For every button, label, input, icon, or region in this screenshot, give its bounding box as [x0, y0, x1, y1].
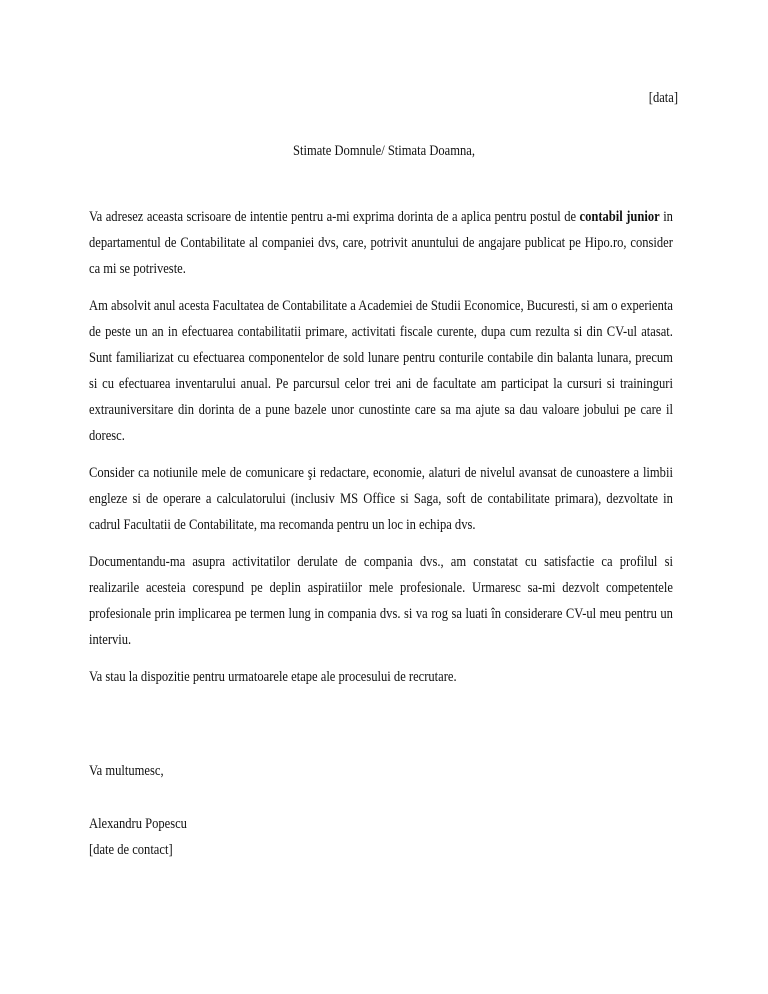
signature-block [89, 811, 187, 863]
paragraph-intro-start: Va adresez aceasta scrisoare de intentie pentru a-mi exprima dorinta de a aplica pentru postul de [89, 209, 580, 225]
paragraph-intro [89, 204, 673, 282]
salutation: Stimate Domnule/ Stimata Doamna, [293, 143, 475, 159]
closing: Va multumesc, [89, 763, 164, 779]
sender-contact: [date de contact] [89, 842, 173, 858]
paragraph-intro-end: in departamentul de Contabilitate al companiei dvs, care, potrivit anuntului de angajare publicat pe Hipo.ro, consider ca mi se potriveste. [89, 209, 673, 277]
sender-name: Alexandru Popescu [89, 816, 187, 832]
letter-body [89, 204, 673, 701]
paragraph-education: Am absolvit anul acesta Facultatea de Contabilitate a Academiei de Studii Economice, Bucuresti, si am o experienta de peste un an in efectuarea contabilitatii primare, activitati fiscale curente, dupa cum rezulta si din CV-ul atasat. Sunt familiarizat cu efectuarea componentelor de sold lunare pentru conturile contabile din balanta lunara, precum si cu efectuarea inventarului anual. Pe parcursul celor trei ani de facultate am participat la cursuri si traininguri extrauniversitare din dorinta de a pune bazele unor cunostinte care sa ma ajute sa dau valoare jobului pe care il doresc. [89, 298, 673, 444]
paragraph-motivation: Documentandu-ma asupra activitatilor derulate de compania dvs., am constatat cu satisfactie ca profilul si realizarile acesteia corespund pe deplin aspiratiilor mele profesionale. Urmaresc sa-mi dezvolt competentele profesionale prin implicarea pe termen lung in compania dvs. si va rog sa luati în considerare CV-ul meu pentru un interviu. [89, 554, 673, 648]
paragraph-skills: Consider ca notiunile mele de comunicare şi redactare, economie, alaturi de nivelul avansat de cunoastere a limbii engleze si de operare a calculatorului (inclusiv MS Office si Saga, soft de contabilitate primara), dezvoltate in cadrul Facultatii de Contabilitate, ma recomanda pentru un loc in echipa dvs. [89, 465, 673, 533]
paragraph-availability: Va stau la dispozitie pentru urmatoarele etape ale procesului de recrutare. [89, 669, 457, 685]
letter-date: [data] [648, 90, 678, 106]
job-title: contabil junior [579, 209, 660, 225]
